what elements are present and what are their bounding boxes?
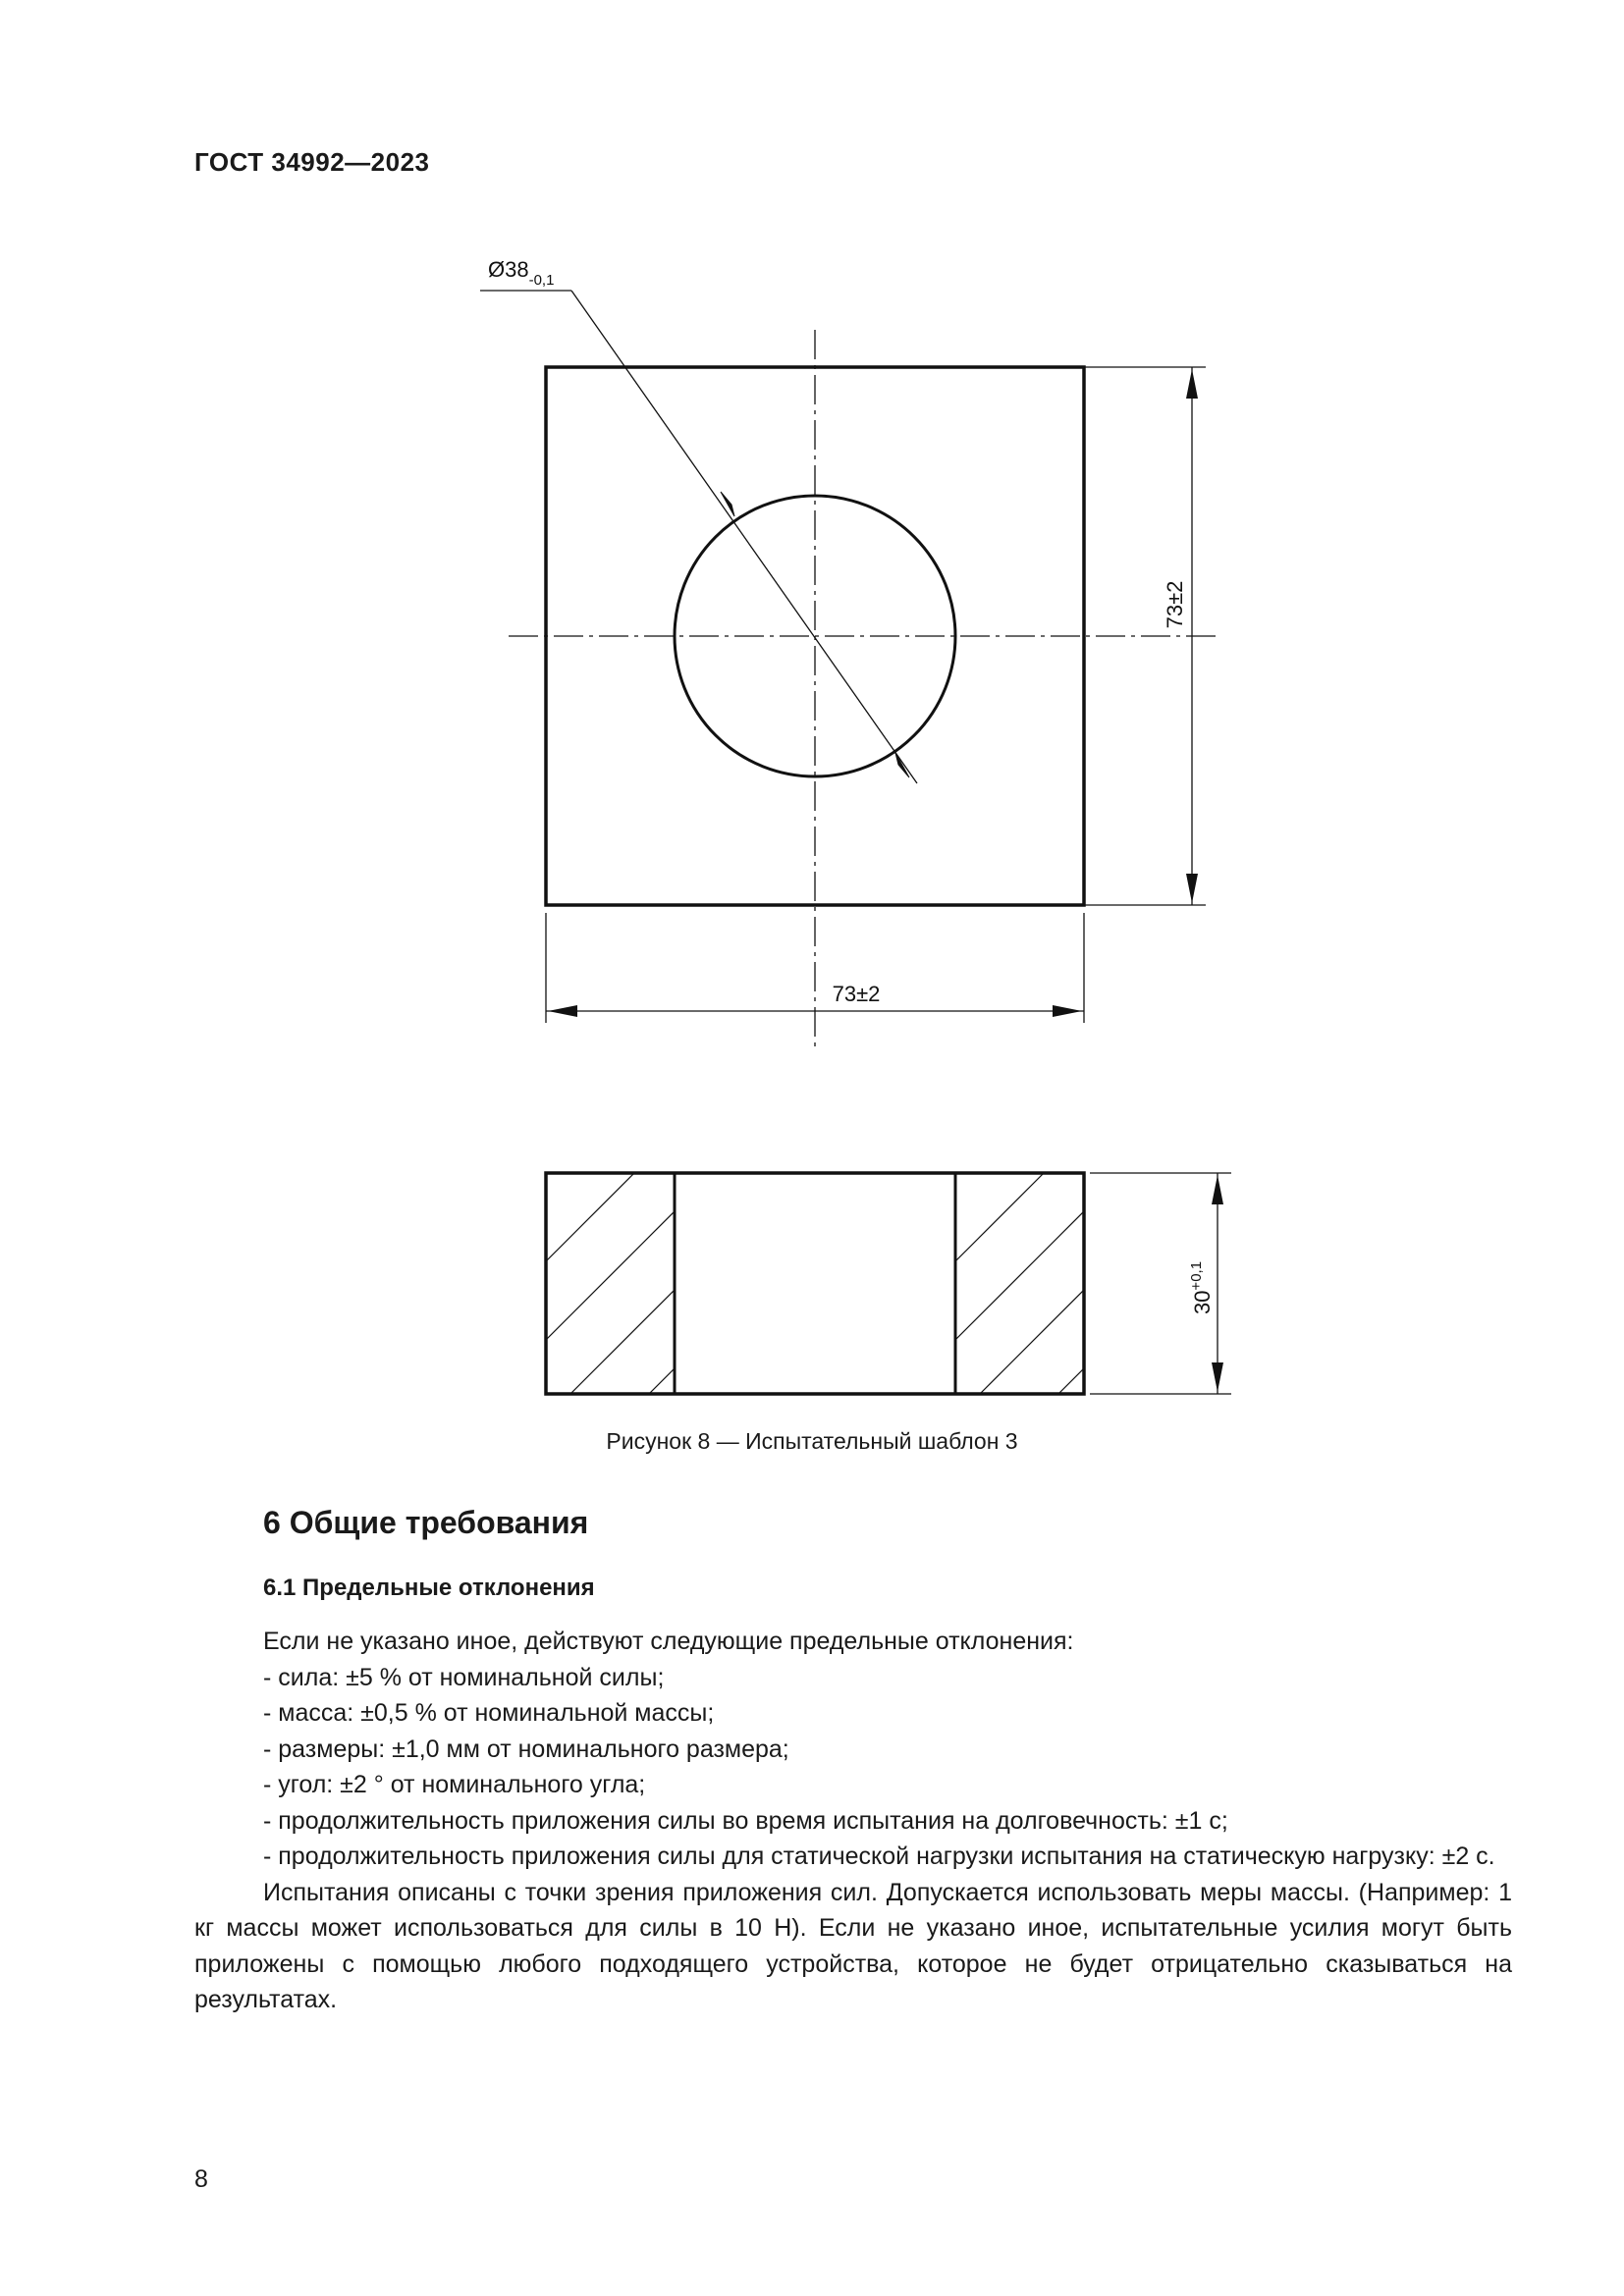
hatch-right [955, 1104, 1132, 1414]
list-item: - размеры: ±1,0 мм от номинального размера; [263, 1735, 789, 1763]
list-item: - угол: ±2 ° от номинального угла; [263, 1771, 646, 1798]
thickness-arrow-down [1212, 1362, 1223, 1392]
section-outline [546, 1173, 1084, 1394]
list-item: - продолжительность приложения силы во время испытания на долговечность: ±1 с; [263, 1806, 1228, 1835]
list-item: - продолжительность приложения силы для статической нагрузки испытания на статическую нагрузку: ±2 с. [263, 1842, 1495, 1870]
main-paragraph: Испытания описаны с точки зрения приложения сил. Допускается использовать меры массы. (Например: 1 кг массы может использоваться для силы в 10 Н). Если не указано иное, испытательные усилия могут быть приложены с помощью любого подходящего устройства, которое не будет отрицательно сказываться на результатах. [194, 1878, 1512, 2013]
list-item: - масса: ±0,5 % от номинальной массы; [263, 1699, 715, 1727]
top-view [480, 291, 1218, 1048]
page-number: 8 [194, 2165, 208, 2193]
dim-arrow-down [1186, 874, 1198, 903]
height-label: 73±2 [1163, 580, 1187, 629]
document-code: ГОСТ 34992—2023 [194, 147, 430, 177]
intro-paragraph: Если не указано иное, действуют следующие предельные отклонения: [263, 1628, 1074, 1655]
thickness-arrow-up [1212, 1175, 1223, 1204]
dim-arrow-up [1186, 369, 1198, 399]
diameter-leader-line [571, 291, 917, 783]
figure-caption: Рисунок 8 — Испытательный шаблон 3 [606, 1428, 1018, 1454]
thickness-label: $30^{+0,1}$ [1188, 1260, 1215, 1315]
diameter-arrow-bottom [895, 753, 909, 777]
body-text [194, 1624, 1512, 2018]
dim-arrow-right [1053, 1005, 1082, 1017]
list-item: - сила: ±5 % от номинальной силы; [263, 1663, 665, 1691]
hatch-left [546, 1104, 723, 1414]
diameter-label: $Ø38_{-0,1}$ [488, 257, 555, 289]
width-label: 73±2 [832, 982, 881, 1006]
section-view [546, 1104, 1231, 1414]
subsection-heading: 6.1 Предельные отклонения [263, 1575, 595, 1601]
dim-arrow-left [548, 1005, 577, 1017]
section-heading: 6 Общие требования [263, 1505, 589, 1540]
